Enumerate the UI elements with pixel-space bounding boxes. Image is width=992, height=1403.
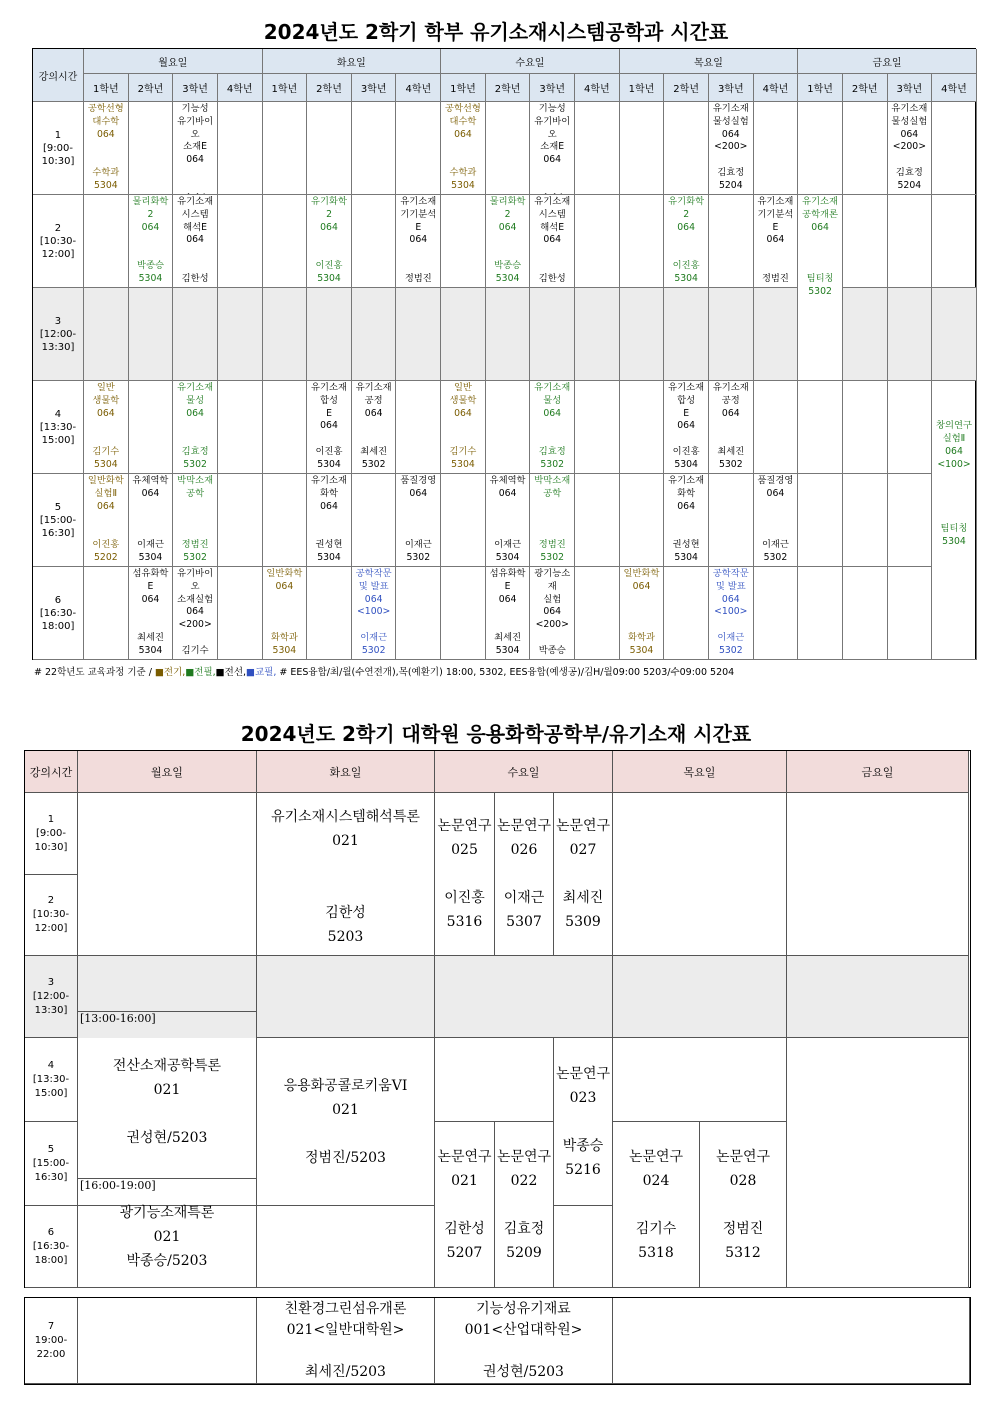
grade-header: 3학년 bbox=[709, 74, 754, 102]
lunch-slot bbox=[754, 288, 799, 381]
empty-slot bbox=[218, 567, 263, 660]
lunch-slot bbox=[888, 288, 933, 381]
grade-header: 1학년 bbox=[263, 74, 308, 102]
course-cell: 유기바이오 소재실험 064 <200> 김기수 bbox=[173, 567, 218, 660]
period-label: 5 [15:00- 16:30] bbox=[33, 474, 84, 567]
time-tag: [13:00-16:00] bbox=[80, 1012, 156, 1025]
course-cell: 섬유화학 E 064 최세진 5304 bbox=[486, 567, 531, 660]
empty-slot bbox=[263, 381, 308, 474]
empty-slot bbox=[613, 1038, 787, 1122]
empty-slot bbox=[787, 793, 969, 956]
empty-slot bbox=[486, 102, 531, 195]
course-cell: 품질경영 064 이재근 5302 bbox=[396, 474, 441, 567]
course-cell: 창의연구 실험Ⅱ 064 <100> 팀티칭 5304 bbox=[932, 381, 977, 660]
lunch-slot bbox=[843, 288, 888, 381]
course-colloquium: 응용화공콜로키움VI 021 정범진/5203 bbox=[257, 1038, 435, 1206]
course-cell: 유기소재 화학 064 권성현 5304 bbox=[664, 474, 709, 567]
lunch-slot bbox=[575, 288, 620, 381]
empty-slot bbox=[664, 567, 709, 660]
note-prefix: # 22학년도 교육과정 기준 / bbox=[34, 667, 155, 678]
empty-slot bbox=[843, 102, 888, 195]
empty-slot bbox=[843, 567, 888, 660]
empty-slot bbox=[620, 102, 665, 195]
undergrad-title: 2024년도 2학기 학부 유기소재시스템공학과 시간표 bbox=[263, 20, 729, 44]
empty-slot bbox=[352, 195, 397, 288]
empty-slot bbox=[218, 102, 263, 195]
lunch-slot bbox=[620, 288, 665, 381]
empty-slot bbox=[754, 381, 799, 474]
lunch-slot bbox=[787, 956, 969, 1038]
grad-evening-timetable bbox=[24, 1297, 971, 1385]
grade-header: 2학년 bbox=[664, 74, 709, 102]
grade-header: 2학년 bbox=[843, 74, 888, 102]
empty-slot bbox=[78, 1298, 257, 1384]
lunch-slot bbox=[257, 956, 435, 1038]
empty-slot bbox=[798, 474, 843, 567]
day-header: 월요일 bbox=[84, 49, 263, 74]
empty-slot bbox=[620, 381, 665, 474]
course-thesis-026: 논문연구 026 이재근 5307 bbox=[495, 793, 554, 956]
grade-header: 4학년 bbox=[754, 74, 799, 102]
empty-slot bbox=[575, 381, 620, 474]
empty-slot bbox=[352, 474, 397, 567]
empty-slot bbox=[888, 381, 933, 474]
grade-header: 3학년 bbox=[173, 74, 218, 102]
lunch-slot bbox=[613, 956, 787, 1038]
empty-slot bbox=[396, 381, 441, 474]
course-cell: 광기능소재 실험 064 <200> 박종승 bbox=[530, 567, 575, 660]
course-functional-organic: 기능성유기재료 001<산업대학원> 권성현/5203 bbox=[435, 1298, 613, 1384]
empty-slot bbox=[257, 1206, 435, 1288]
period-label: 6 [16:30- 18:00] bbox=[25, 1206, 78, 1288]
course-photonic-materials bbox=[78, 1178, 257, 1288]
day-header: 화요일 bbox=[263, 49, 442, 74]
empty-slot bbox=[218, 195, 263, 288]
course-thesis-025: 논문연구 025 이진홍 5316 bbox=[435, 793, 495, 956]
course-cell: 유기소재 물성 064 김효정 5302 bbox=[530, 381, 575, 474]
period-label: 2 [10:30- 12:00] bbox=[25, 875, 78, 956]
grade-header: 1학년 bbox=[441, 74, 486, 102]
empty-slot bbox=[263, 195, 308, 288]
empty-slot bbox=[218, 474, 263, 567]
empty-slot bbox=[575, 474, 620, 567]
course-green-fiber: 친환경그린섬유개론 021<일반대학원> 최세진/5203 bbox=[257, 1298, 435, 1384]
note-suffix: # EES융합/최/월(수연전개),목(예환기) 18:00, 5302, EES융합(예생공)/김H/월09:00 5203/수09:00 5204 bbox=[276, 667, 735, 678]
course-cell: 일반화학 064 화학과 5304 bbox=[620, 567, 665, 660]
lunch-slot bbox=[664, 288, 709, 381]
empty-slot bbox=[754, 102, 799, 195]
legend-teaching: ■교필, bbox=[246, 667, 277, 678]
legend-major-elective: ■전기, bbox=[154, 667, 186, 678]
day-header: 금요일 bbox=[798, 49, 977, 74]
course-cell: 유기화학 2 064 이진홍 5304 bbox=[664, 195, 709, 288]
lunch-slot bbox=[352, 288, 397, 381]
grade-header: 2학년 bbox=[307, 74, 352, 102]
empty-slot bbox=[78, 793, 257, 956]
grade-header: 4학년 bbox=[396, 74, 441, 102]
grade-header: 4학년 bbox=[575, 74, 620, 102]
empty-slot bbox=[798, 102, 843, 195]
grade-header: 1학년 bbox=[798, 74, 843, 102]
empty-slot bbox=[843, 195, 888, 288]
empty-slot bbox=[620, 195, 665, 288]
course-thesis-024: 논문연구 024 김기수 5318 bbox=[613, 1122, 700, 1288]
course-cell: 일반화학 실험Ⅱ 064 이진홍 5202 bbox=[84, 474, 129, 567]
empty-slot bbox=[709, 474, 754, 567]
lunch-slot bbox=[129, 288, 174, 381]
day-header: 월요일 bbox=[78, 751, 257, 793]
course-cell: 물리화학 2 064 박종승 5304 bbox=[129, 195, 174, 288]
course-text: 광기능소재특론 021 박종승/5203 bbox=[119, 1205, 215, 1269]
course-cell: 일반 생물학 064 김기수 5304 bbox=[441, 381, 486, 474]
empty-slot bbox=[888, 567, 933, 660]
period-label: 2 [10:30- 12:00] bbox=[33, 195, 84, 288]
empty-slot bbox=[709, 195, 754, 288]
corner-header: 강의시간 bbox=[33, 49, 84, 102]
course-thesis-021: 논문연구 021 김한성 5207 bbox=[435, 1122, 495, 1288]
grade-header: 4학년 bbox=[218, 74, 263, 102]
day-header: 금요일 bbox=[787, 751, 969, 793]
lunch-slot bbox=[307, 288, 352, 381]
empty-slot bbox=[798, 567, 843, 660]
course-cell: 유기소재 공정 064 최세진 5302 bbox=[709, 381, 754, 474]
undergrad-timetable bbox=[32, 48, 976, 660]
empty-slot bbox=[798, 381, 843, 474]
day-header: 화요일 bbox=[257, 751, 435, 793]
grade-header: 1학년 bbox=[84, 74, 129, 102]
empty-slot bbox=[263, 474, 308, 567]
course-thesis-023: 논문연구 023 박종승 5216 bbox=[554, 1038, 613, 1206]
empty-slot bbox=[84, 195, 129, 288]
empty-slot bbox=[613, 1298, 970, 1384]
empty-slot bbox=[554, 1206, 613, 1288]
empty-slot bbox=[932, 102, 977, 195]
course-cell: 유체역학 064 이재근 5304 bbox=[129, 474, 174, 567]
empty-slot bbox=[613, 793, 787, 956]
period-label: 3 [12:00- 13:30] bbox=[25, 956, 78, 1038]
grade-header: 1학년 bbox=[620, 74, 665, 102]
lunch-slot bbox=[84, 288, 129, 381]
course-cell: 유기소재 기기분석 E 064 정범진 bbox=[754, 195, 799, 288]
period-label: 5 [15:00- 16:30] bbox=[25, 1122, 78, 1206]
grade-header: 3학년 bbox=[888, 74, 933, 102]
empty-slot bbox=[307, 102, 352, 195]
course-cell: 유기소재 공학개론 064 팀티칭 5302 bbox=[798, 195, 843, 381]
course-cell: 유기소재 기기분석 E 064 정범진 bbox=[396, 195, 441, 288]
course-cell: 섬유화학 E 064 최세진 5304 bbox=[129, 567, 174, 660]
empty-slot bbox=[754, 567, 799, 660]
empty-slot bbox=[218, 381, 263, 474]
course-cell: 기능성 유기바이오 소재E 064 bbox=[173, 102, 218, 195]
course-cell: 유기소재 시스템 해석E 064 김한성 bbox=[530, 195, 575, 288]
course-cell: 일반 생물학 064 김기수 5304 bbox=[84, 381, 129, 474]
lunch-slot bbox=[530, 288, 575, 381]
course-thesis-027: 논문연구 027 최세진 5309 bbox=[554, 793, 613, 956]
course-cell: 유기화학 2 064 이진홍 5304 bbox=[307, 195, 352, 288]
course-cell: 유기소재 화학 064 권성현 5304 bbox=[307, 474, 352, 567]
day-header: 목요일 bbox=[620, 49, 799, 74]
lunch-slot bbox=[709, 288, 754, 381]
curriculum-note bbox=[34, 664, 734, 678]
empty-slot bbox=[888, 195, 933, 288]
empty-slot bbox=[129, 102, 174, 195]
period-label: 3 [12:00- 13:30] bbox=[33, 288, 84, 381]
course-systems-analysis: 유기소재시스템해석특론 021 김한성 5203 bbox=[257, 793, 435, 956]
day-header: 목요일 bbox=[613, 751, 787, 793]
empty-slot bbox=[396, 567, 441, 660]
lunch-slot bbox=[441, 288, 486, 381]
grade-header: 3학년 bbox=[352, 74, 397, 102]
empty-slot bbox=[352, 102, 397, 195]
course-cell: 유기소재 물성 064 김효정 5302 bbox=[173, 381, 218, 474]
grade-header: 2학년 bbox=[486, 74, 531, 102]
course-cell: 유체역학 064 이재근 5304 bbox=[486, 474, 531, 567]
empty-slot bbox=[932, 195, 977, 288]
course-cell: 유기소재 물성실험 064 <200> 김효정 5204 bbox=[888, 102, 933, 195]
empty-slot bbox=[843, 474, 888, 567]
lunch-slot bbox=[218, 288, 263, 381]
course-cell: 기능성 유기바이오 소재E 064 bbox=[530, 102, 575, 195]
lunch-slot bbox=[396, 288, 441, 381]
course-cell: 유기소재 합성 E 064 이진홍 5304 bbox=[664, 381, 709, 474]
empty-slot bbox=[575, 567, 620, 660]
empty-slot bbox=[129, 381, 174, 474]
course-thesis-028: 논문연구 028 정범진 5312 bbox=[700, 1122, 787, 1288]
course-cell: 유기소재 물성실험 064 <200> 김효정 5204 bbox=[709, 102, 754, 195]
empty-slot bbox=[396, 102, 441, 195]
lunch-slot bbox=[932, 288, 977, 381]
day-header: 수요일 bbox=[435, 751, 613, 793]
course-cell: 공학선형 대수학 064 수학과 5304 bbox=[84, 102, 129, 195]
day-header: 수요일 bbox=[441, 49, 620, 74]
lunch-slot bbox=[435, 956, 613, 1038]
empty-slot bbox=[441, 195, 486, 288]
empty-slot bbox=[263, 102, 308, 195]
period-label: 4 [13:30- 15:00] bbox=[25, 1038, 78, 1122]
lunch-slot bbox=[486, 288, 531, 381]
empty-slot bbox=[435, 1038, 554, 1122]
course-cell: 유기소재 시스템 해석E 064 김한성 bbox=[173, 195, 218, 288]
legend-major-required: ■전필, bbox=[185, 667, 216, 678]
empty-slot bbox=[575, 102, 620, 195]
course-text: 전산소재공학특론 021 권성현/5203 bbox=[112, 1058, 222, 1146]
empty-slot bbox=[84, 567, 129, 660]
grad-title: 2024년도 2학기 대학원 응용화학공학부/유기소재 시간표 bbox=[240, 722, 752, 746]
course-cell: 일반화학 064 화학과 5304 bbox=[263, 567, 308, 660]
legend-elective: ■전선, bbox=[215, 667, 247, 678]
course-cell: 공학작문 및 발표 064 <100> 이재근 5302 bbox=[352, 567, 397, 660]
empty-slot bbox=[441, 567, 486, 660]
empty-slot bbox=[307, 567, 352, 660]
empty-slot bbox=[664, 102, 709, 195]
course-computational-materials bbox=[78, 1011, 257, 1206]
lunch-slot bbox=[173, 288, 218, 381]
course-cell: 유기소재 공정 064 최세진 5302 bbox=[352, 381, 397, 474]
course-cell: 공학작문 및 발표 064 <100> 이재근 5302 bbox=[709, 567, 754, 660]
period-label: 4 [13:30- 15:00] bbox=[33, 381, 84, 474]
course-cell: 유기소재 합성 E 064 이진홍 5304 bbox=[307, 381, 352, 474]
empty-slot bbox=[486, 381, 531, 474]
course-cell: 박막소재 공학 정범진 5302 bbox=[530, 474, 575, 567]
course-cell: 공학선형 대수학 064 수학과 5304 bbox=[441, 102, 486, 195]
grade-header: 4학년 bbox=[932, 74, 977, 102]
period-label: 7 19:00- 22:00 bbox=[25, 1298, 78, 1384]
empty-slot bbox=[787, 1038, 969, 1288]
grade-header: 3학년 bbox=[530, 74, 575, 102]
empty-slot bbox=[620, 474, 665, 567]
grade-header: 2학년 bbox=[129, 74, 174, 102]
course-thesis-022: 논문연구 022 김효정 5209 bbox=[495, 1122, 554, 1288]
course-cell: 물리화학 2 064 박종승 5304 bbox=[486, 195, 531, 288]
grad-timetable bbox=[24, 750, 971, 1288]
empty-slot bbox=[888, 474, 933, 567]
lunch-slot bbox=[263, 288, 308, 381]
empty-slot bbox=[843, 381, 888, 474]
corner-header: 강의시간 bbox=[25, 751, 78, 793]
empty-slot bbox=[441, 474, 486, 567]
course-cell: 품질경영 064 이재근 5302 bbox=[754, 474, 799, 567]
course-cell: 박막소재 공학 정범진 5302 bbox=[173, 474, 218, 567]
empty-slot bbox=[575, 195, 620, 288]
period-label: 1 [9:00- 10:30] bbox=[33, 102, 84, 195]
period-label: 6 [16:30- 18:00] bbox=[33, 567, 84, 660]
period-label: 1 [9:00- 10:30] bbox=[25, 793, 78, 875]
time-tag: [16:00-19:00] bbox=[80, 1179, 156, 1192]
